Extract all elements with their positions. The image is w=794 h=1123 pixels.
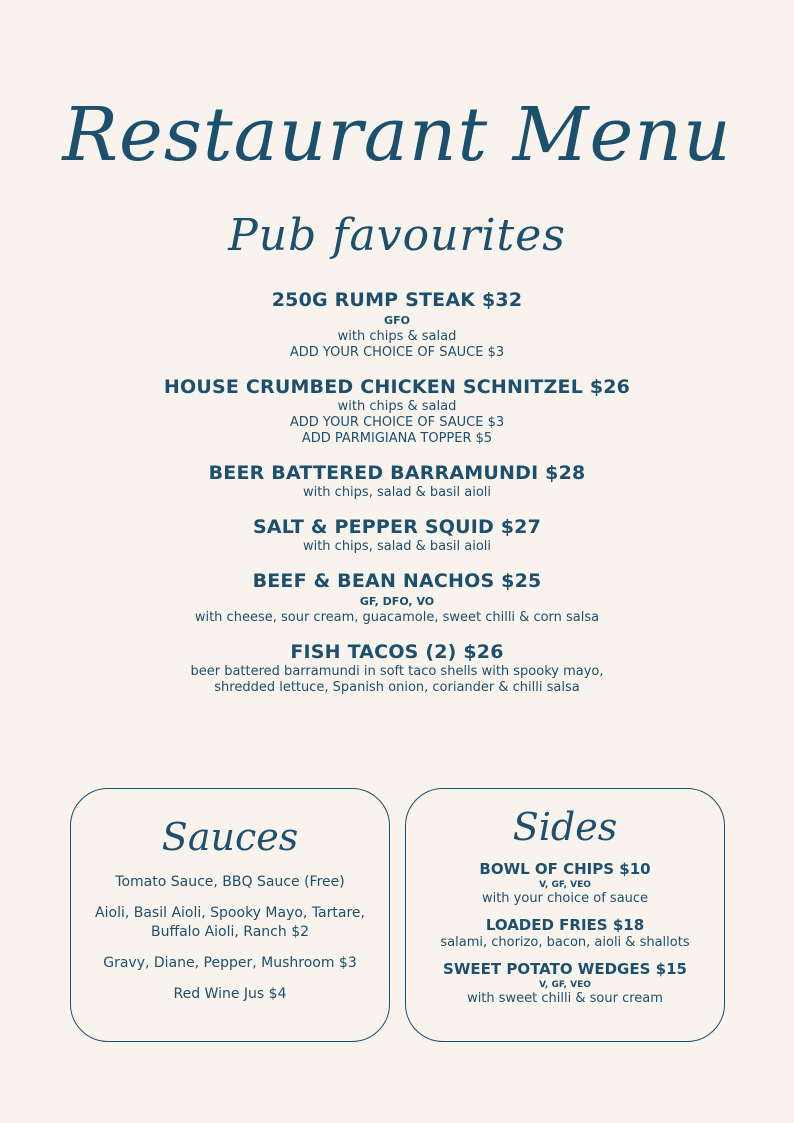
sauce-option-text: Aioli, Basil Aioli, Spooky Mayo, Tartare, [95,905,365,921]
side-name: BOWL OF CHIPS $10 [479,860,651,878]
item-name: HOUSE CRUMBED CHICKEN SCHNITZEL $26 [163,376,631,398]
menu-items [0,288,794,710]
menu-item [0,640,794,696]
side-name: SWEET POTATO WEDGES $15 [443,960,687,978]
sauce-option-text: Tomato Sauce, BBQ Sauce (Free) [115,874,345,890]
menu-item [0,569,794,626]
item-description: ADD PARMIGIANA TOPPER $5 [301,431,493,446]
side-description: with sweet chilli & sour cream [467,991,663,1006]
sauce-option [71,904,389,942]
item-description: with chips & salad [337,399,457,414]
item-dietary-tags: GF, DFO, VO [359,595,435,608]
item-description: with chips, salad & basil aioli [302,539,492,554]
item-name: SALT & PEPPER SQUID $27 [252,516,542,538]
sauce-option-text: Red Wine Jus $4 [173,986,287,1002]
side-description: with your choice of sauce [481,891,649,906]
sauces-panel [70,788,390,1042]
sauce-option-text: Buffalo Aioli, Ranch $2 [150,924,310,940]
item-dietary-tags: GFO [384,314,410,327]
sauce-option [71,873,389,892]
menu-title: Restaurant Menu [62,92,732,178]
menu-item [0,288,794,361]
side-description: salami, chorizo, bacon, aioli & shallots [440,935,690,950]
side-name: LOADED FRIES $18 [485,916,645,934]
item-description: with cheese, sour cream, guacamole, sweet chilli & corn salsa [194,610,600,625]
item-description: beer battered barramundi in soft taco shells with spooky mayo, [190,664,604,679]
sauce-option [71,985,389,1004]
side-dietary-tags: V, GF, VEO [539,980,591,990]
side-item [406,915,724,951]
menu-item [0,515,794,555]
sauce-option-text: Gravy, Diane, Pepper, Mushroom $3 [103,955,357,971]
sides-title: Sides [512,805,618,849]
section-title: Pub favourites [228,210,566,261]
item-description: shredded lettuce, Spanish onion, coriander & chilli salsa [214,680,580,695]
item-name: FISH TACOS (2) $26 [290,641,504,663]
item-description: with chips & salad [337,329,457,344]
sauce-option [71,954,389,973]
item-description: ADD YOUR CHOICE OF SAUCE $3 [289,345,505,360]
item-name: 250G RUMP STEAK $32 [271,289,523,311]
item-name: BEER BATTERED BARRAMUNDI $28 [208,462,586,484]
side-dietary-tags: V, GF, VEO [539,880,591,890]
item-description: ADD YOUR CHOICE OF SAUCE $3 [289,415,505,430]
sauces-title: Sauces [161,815,299,859]
side-item [406,859,724,907]
item-description: with chips, salad & basil aioli [302,485,492,500]
side-item [406,959,724,1007]
menu-item [0,461,794,501]
item-name: BEEF & BEAN NACHOS $25 [252,570,542,592]
sides-panel [405,788,725,1042]
menu-item [0,375,794,447]
